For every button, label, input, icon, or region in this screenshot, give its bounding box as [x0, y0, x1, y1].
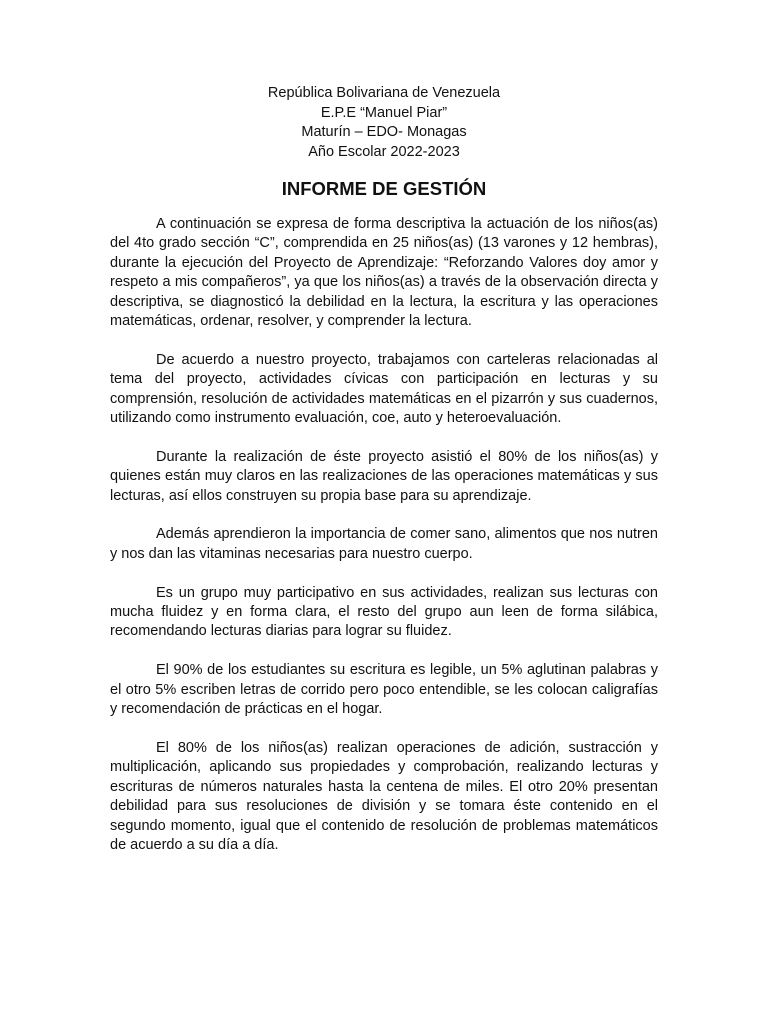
paragraph-5: Es un grupo muy participativo en sus actividades, realizan sus lecturas con mucha fluidez y en forma clara, el resto del grupo aun leen de forma silábica, recomendando lecturas diarias para lograr su fluidez. [110, 584, 658, 640]
paragraph-2: De acuerdo a nuestro proyecto, trabajamos con carteleras relacionadas al tema del proyecto, actividades cívicas con participación en lecturas y su comprensión, resolución de actividades matemáticas en el pizarrón y sus cuadernos, utilizando como instrumento evaluación, coe, auto y heteroevaluación. [110, 351, 658, 427]
paragraph-3: Durante la realización de éste proyecto asistió el 80% de los niños(as) y quienes están muy claros en las realizaciones de las operaciones matemáticas y sus lecturas, así ellos construyen su propia base para su aprendizaje. [110, 448, 658, 504]
header-school: E.P.E “Manuel Piar” [320, 104, 448, 121]
header-location: Maturín – EDO- Monagas [301, 124, 467, 140]
paragraph-1: A continuación se expresa de forma descriptiva la actuación de los niños(as) del 4to grado sección “C”, comprendida en 25 niños(as) (13 varones y 12 hembras), durante la ejecución del Proyecto de Aprendizaje: “Reforzando Valores doy amor y respeto a mis compañeros”, ya que los niños(as) a través de la observación directa y descriptiva, se diagnosticó la debilidad en la lectura, la escritura y las operaciones matemáticas, ordenar, resolver, y comprender la lectura. [110, 216, 658, 330]
header-school-year: Año Escolar 2022-2023 [308, 143, 460, 160]
header-country: República Bolivariana de Venezuela [267, 85, 501, 101]
paragraph-6: El 90% de los estudiantes su escritura es legible, un 5% aglutinan palabras y el otro 5% escriben letras de corrido pero poco entendible, se les colocan caligrafías y recomendación de prácticas en el hogar. [110, 662, 658, 718]
document-page [110, 84, 658, 875]
paragraph-4: Además aprendieron la importancia de comer sano, alimentos que nos nutren y nos dan las vitaminas necesarias para nuestro cuerpo. [110, 526, 658, 562]
paragraph-7: El 80% de los niños(as) realizan operaciones de adición, sustracción y multiplicación, aplicando sus propiedades y comprobación, realizando lecturas y escrituras de números naturales hasta la centena de miles. El otro 20% presentan debilidad para sus resoluciones de división y se tomara éste contenido en el segundo momento, igual que el contenido de resolución de problemas matemáticos de acuerdo a su día a día. [110, 739, 658, 853]
document-header [110, 84, 658, 162]
document-title: INFORME DE GESTIÓN [281, 178, 487, 199]
